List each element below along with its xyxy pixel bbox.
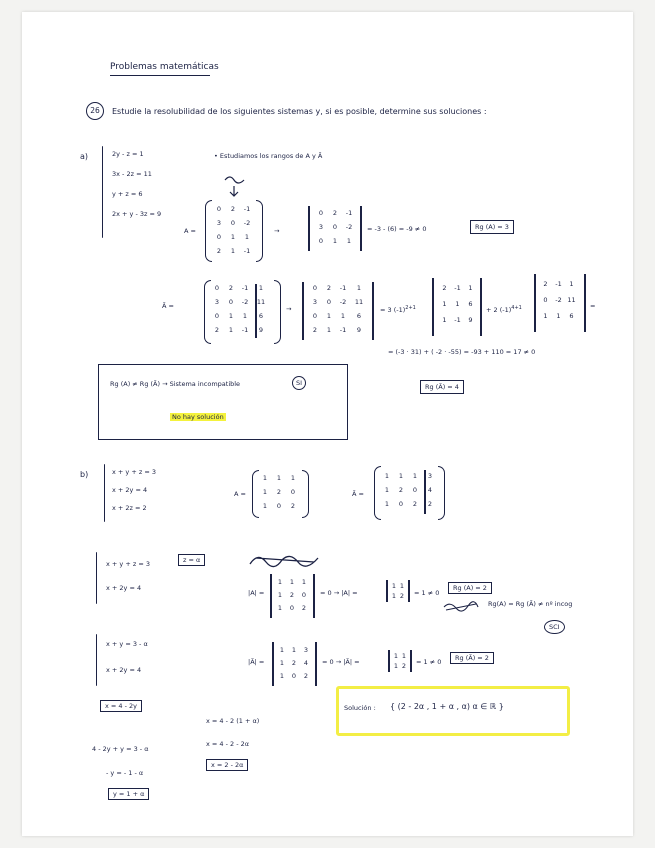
matrix-at-cell: 1 <box>228 326 234 334</box>
matrix-at-cell: 2 <box>228 284 234 292</box>
det-at-cell: 2 <box>291 659 297 667</box>
matrix-b-at-cell: 2 <box>427 500 433 508</box>
matrix-at-cell: 2 <box>214 326 220 334</box>
notebook-page <box>22 12 633 836</box>
matrix-b-a-label: A = <box>234 490 246 498</box>
det-a-cell: 2 <box>301 604 307 612</box>
det4-matrix-cell: 1 <box>356 284 362 292</box>
det-at-cell: 1 <box>279 659 285 667</box>
minor2-matrix <box>390 582 406 600</box>
det4-bar-right <box>372 282 374 340</box>
step-mid-2: x = 4 - 2 - 2α <box>206 740 250 748</box>
det-a-cell: 1 <box>301 578 307 586</box>
conclusion-box <box>98 364 348 440</box>
matrix-a-cell: 2 <box>230 205 236 213</box>
det-a-cell: 1 <box>277 604 283 612</box>
no-solution <box>170 413 226 421</box>
expansion-1-exp: 2+1 <box>405 305 416 311</box>
matrix-at-cell: 6 <box>258 312 264 320</box>
det3-2-cell: -2 <box>555 296 562 304</box>
det4-matrix-cell: 11 <box>354 298 364 306</box>
reduced-eq-1: x + y + z = 3 <box>106 560 150 568</box>
system-b-brace <box>104 464 105 522</box>
matrix-at-cell: 1 <box>242 312 248 320</box>
reduced-brace <box>96 552 97 604</box>
det3-2-cell: 2 <box>543 280 548 288</box>
matrix-at-cell: 0 <box>214 312 220 320</box>
det-at-bar-left <box>272 642 274 686</box>
minor-bar-right <box>360 206 362 251</box>
det3-1-cell: -1 <box>454 316 461 324</box>
sci-tag: SCI <box>544 620 565 634</box>
matrix-a-cell: -1 <box>243 247 251 255</box>
eq-b-2: x + 2y = 4 <box>112 486 148 494</box>
arrow-symbol-2: → <box>286 305 292 313</box>
matrix-a-cell: 3 <box>216 219 222 227</box>
crossed-out-scribble-2 <box>442 599 480 613</box>
minor2b-cell: 1 <box>393 662 399 670</box>
det3-2-cell: 11 <box>567 296 576 304</box>
result-line: = (-3 · 31) + ( -2 · -55) = -93 + 110 = 17 ≠ 0 <box>388 348 536 356</box>
det4-matrix-cell: 1 <box>340 312 346 320</box>
crossed-out-scribble <box>246 548 326 570</box>
step-left-1: 4 - 2y + y = 3 - α <box>92 745 149 753</box>
matrix-b-at-cell: 4 <box>427 486 433 494</box>
expansion-2-text: + 2 (-1) <box>486 306 512 315</box>
matrix-b-a-cell: 1 <box>276 474 282 482</box>
sub-eq-1: x + y = 3 - α <box>106 640 148 648</box>
param-box: z = α <box>178 554 205 566</box>
matrix-at-paren-right <box>274 280 281 344</box>
y-result-box: y = 1 + α <box>108 788 149 800</box>
matrix-b-a-cell: 2 <box>290 502 296 510</box>
matrix-b-at-cell: 2 <box>398 486 404 494</box>
det-a-label: |A| = <box>248 589 265 597</box>
matrix-a-cell: 0 <box>216 205 222 213</box>
matrix-b-at-cell: 1 <box>398 472 404 480</box>
det3-2-matrix <box>539 280 578 320</box>
solution-label: Solución : <box>344 704 376 712</box>
det3-1-cell: 1 <box>468 284 473 292</box>
expansion-2 <box>486 305 522 314</box>
eq-a-2: 3x - 2z = 11 <box>112 170 152 178</box>
minor2b-cell: 1 <box>401 652 407 660</box>
eq-a-1: 2y - z = 1 <box>112 150 144 158</box>
det-at-cell: 2 <box>303 672 309 680</box>
matrix-at-cell: 0 <box>228 298 234 306</box>
matrix-at <box>210 284 270 334</box>
expansion-1 <box>380 305 416 314</box>
matrix-b-at-cell: 2 <box>412 500 418 508</box>
matrix-b-at-cell: 0 <box>398 500 404 508</box>
part-b-label: b) <box>80 470 89 479</box>
matrix-at-cell: 11 <box>256 298 266 306</box>
rank-note: • Estudiamos los rangos de A y Ã <box>214 152 323 160</box>
det-a-cell: 0 <box>301 591 307 599</box>
eq-a-3: y + z = 6 <box>112 190 143 198</box>
matrix-b-a <box>258 474 300 510</box>
det4-matrix <box>308 284 368 334</box>
det-at-result: = 0 → |Ã| = <box>322 658 360 666</box>
equals-sign: = <box>590 302 596 310</box>
matrix-b-at-paren-right <box>438 466 445 520</box>
det3-2-cell: 1 <box>569 280 574 288</box>
matrix-a-cell: -2 <box>243 219 251 227</box>
det-a-cell: 1 <box>289 578 295 586</box>
matrix-b-a-cell: 2 <box>276 488 282 496</box>
det3-2-cell: 1 <box>543 312 548 320</box>
matrix-b-at-cell: 3 <box>427 472 433 480</box>
det4-matrix-cell: -1 <box>339 326 347 334</box>
minor2-bar-left <box>386 580 388 602</box>
det-a-cell: 1 <box>277 591 283 599</box>
minor-matrix-cell: 1 <box>332 237 338 245</box>
no-solution-text: No hay solución <box>172 413 224 421</box>
minor2-cell: 2 <box>399 592 405 600</box>
det3-1-cell: -1 <box>454 284 461 292</box>
minor2b-result: = 1 ≠ 0 <box>416 658 442 666</box>
matrix-b-at-cell: 0 <box>412 486 418 494</box>
matrix-b-a-cell: 0 <box>290 488 296 496</box>
det3-1-matrix <box>438 284 477 324</box>
det-at-cell: 1 <box>279 646 285 654</box>
matrix-a-label: A = <box>184 227 196 235</box>
det4-matrix-cell: 3 <box>312 298 318 306</box>
header-underline <box>110 75 210 76</box>
minor-matrix-cell: 1 <box>346 237 352 245</box>
rank-a-box: Rg (A) = 3 <box>470 220 514 234</box>
det4-matrix-cell: 6 <box>356 312 362 320</box>
det-a-bar-left <box>270 574 272 618</box>
det4-matrix-cell: 1 <box>326 312 332 320</box>
det3-2-cell: 6 <box>569 312 574 320</box>
page-header: Problemas matemáticas <box>110 62 219 72</box>
det4-matrix-cell: 1 <box>326 326 332 334</box>
det4-matrix-cell: 2 <box>312 326 318 334</box>
matrix-at-divider <box>255 284 257 338</box>
expansion-2-exp: 4+1 <box>511 305 522 311</box>
det-a-result: = 0 → |A| = <box>320 589 358 597</box>
minor2-result: = 1 ≠ 0 <box>414 589 440 597</box>
det-at-cell: 1 <box>291 646 297 654</box>
matrix-at-cell: 9 <box>258 326 264 334</box>
matrix-at-cell: -1 <box>241 326 249 334</box>
matrix-a-cell: 1 <box>244 233 250 241</box>
matrix-at-cell: 1 <box>228 312 234 320</box>
rank-at-box: Rg (Ã) = 4 <box>420 380 464 394</box>
det3-1-bar-right <box>480 278 482 336</box>
sub-brace <box>96 634 97 686</box>
minor2-bar-right <box>408 580 410 602</box>
step-left-2: - y = - 1 - α <box>106 769 144 777</box>
det3-1-cell: 1 <box>442 316 447 324</box>
det-a-matrix <box>274 578 310 612</box>
eq-a-4: 2x + y - 3z = 9 <box>112 210 162 218</box>
minor2b-cell: 2 <box>401 662 407 670</box>
matrix-a-paren-right <box>256 200 263 262</box>
det-a-cell: 2 <box>289 591 295 599</box>
scribble-mark <box>222 172 252 200</box>
minor2-cell: 1 <box>391 582 397 590</box>
sub-eq-2: x + 2y = 4 <box>106 666 142 674</box>
matrix-a-cell: -1 <box>243 205 251 213</box>
matrix-b-at-cell: 1 <box>384 500 390 508</box>
det3-2-bar-right <box>584 274 586 332</box>
matrix-b-at-divider <box>424 470 426 514</box>
matrix-b-at <box>380 472 438 508</box>
det4-matrix-cell: -1 <box>339 284 347 292</box>
det3-2-cell: -1 <box>555 280 562 288</box>
det3-2-cell: 0 <box>543 296 548 304</box>
matrix-at-label: Ã = <box>162 302 174 310</box>
matrix-b-at-cell: 1 <box>384 486 390 494</box>
rank-b-at-box: Rg (Ã) = 2 <box>450 652 494 664</box>
minor-matrix-cell: -2 <box>345 223 353 231</box>
det-at-cell: 4 <box>303 659 309 667</box>
det3-1-cell: 6 <box>468 300 473 308</box>
det-at-bar-right <box>315 642 317 686</box>
expansion-1-text: = 3 (-1) <box>380 306 406 315</box>
matrix-at-cell: -2 <box>241 298 249 306</box>
matrix-b-a-cell: 0 <box>276 502 282 510</box>
matrix-b-at-label: Ã = <box>352 490 364 498</box>
det-a-bar-right <box>313 574 315 618</box>
matrix-at-cell: 0 <box>214 284 220 292</box>
det-at-cell: 0 <box>291 672 297 680</box>
matrix-b-a-cell: 1 <box>262 488 268 496</box>
matrix-a <box>212 205 254 255</box>
det3-1-cell: 1 <box>455 300 460 308</box>
matrix-a-cell: 0 <box>216 233 222 241</box>
reduced-eq-2: x + 2y = 4 <box>106 584 142 592</box>
problem-statement: Estudie la resolubilidad de los siguientes sistemas y, si es posible, determine sus soluciones : <box>112 107 487 116</box>
minor-matrix <box>314 209 356 245</box>
det-at-cell: 1 <box>279 672 285 680</box>
si-tag: SI <box>292 376 306 390</box>
conclusion-text: Rg (A) ≠ Rg (Ã) → Sistema incompatible <box>110 380 241 388</box>
compat-note: Rg(A) = Rg (Ã) ≠ nº incog <box>488 600 573 608</box>
minor2b-bar-left <box>388 650 390 672</box>
det3-1-cell: 1 <box>442 300 447 308</box>
minor2b-cell: 1 <box>393 652 399 660</box>
matrix-at-cell: 1 <box>258 284 264 292</box>
det3-1-cell: 9 <box>468 316 473 324</box>
matrix-b-a-cell: 1 <box>290 474 296 482</box>
minor-matrix-cell: 0 <box>318 237 324 245</box>
det4-matrix-cell: -2 <box>339 298 347 306</box>
problem-number: 26 <box>86 102 104 120</box>
rank-b-a-box: Rg (A) = 2 <box>448 582 492 594</box>
minor2-cell: 1 <box>391 592 397 600</box>
matrix-a-paren-left <box>205 200 212 262</box>
minor2-cell: 1 <box>399 582 405 590</box>
matrix-a-cell: 2 <box>216 247 222 255</box>
det4-matrix-cell: 0 <box>326 298 332 306</box>
solution-set: { (2 - 2α , 1 + α , α) α ∈ ℝ } <box>390 702 504 711</box>
det4-matrix-cell: 0 <box>312 284 318 292</box>
det-at-cell: 3 <box>303 646 309 654</box>
eq-b-3: x + 2z = 2 <box>112 504 147 512</box>
minor2b-bar-right <box>410 650 412 672</box>
arrow-symbol: → <box>274 227 280 235</box>
minor-matrix-cell: -1 <box>345 209 353 217</box>
det4-matrix-cell: 0 <box>312 312 318 320</box>
minor-matrix-cell: 3 <box>318 223 324 231</box>
det-a-cell: 1 <box>277 578 283 586</box>
matrix-a-cell: 1 <box>230 247 236 255</box>
matrix-b-paren-right <box>302 470 309 518</box>
matrix-a-cell: 1 <box>230 233 236 241</box>
x-result-box: x = 2 - 2α <box>206 759 248 771</box>
minor-calc: = -3 - (6) = -9 ≠ 0 <box>367 225 427 233</box>
minor-matrix-cell: 0 <box>318 209 324 217</box>
step-mid-1: x = 4 - 2 (1 + α) <box>206 717 260 725</box>
det-a-cell: 0 <box>289 604 295 612</box>
system-a-brace <box>102 146 103 238</box>
x-expression-box: x = 4 - 2y <box>100 700 142 712</box>
det3-1-cell: 2 <box>442 284 447 292</box>
minor2b-matrix <box>392 652 408 670</box>
matrix-b-at-cell: 1 <box>412 472 418 480</box>
eq-b-1: x + y + z = 3 <box>112 468 156 476</box>
det4-matrix-cell: 9 <box>356 326 362 334</box>
matrix-a-cell: 0 <box>230 219 236 227</box>
det-at-matrix <box>276 646 312 680</box>
det-at-label: |Ã| = <box>248 658 265 666</box>
minor-bar-left <box>308 206 310 251</box>
minor-matrix-cell: 0 <box>332 223 338 231</box>
det3-2-cell: 1 <box>556 312 561 320</box>
matrix-b-a-cell: 1 <box>262 474 268 482</box>
matrix-at-cell: 3 <box>214 298 220 306</box>
part-a-label: a) <box>80 152 89 161</box>
matrix-b-at-cell: 1 <box>384 472 390 480</box>
det4-matrix-cell: 2 <box>326 284 332 292</box>
det4-bar-left <box>302 282 304 340</box>
det3-2-bar-left <box>534 274 536 332</box>
minor-matrix-cell: 2 <box>332 209 338 217</box>
matrix-at-cell: -1 <box>241 284 249 292</box>
matrix-b-a-cell: 1 <box>262 502 268 510</box>
det3-1-bar-left <box>432 278 434 336</box>
